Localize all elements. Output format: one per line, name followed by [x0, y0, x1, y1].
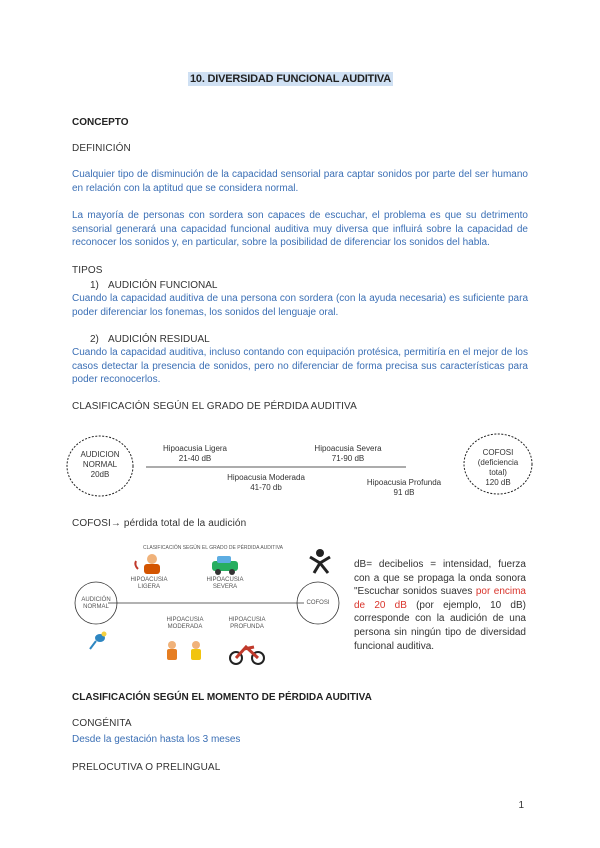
ligera-label: Hipoacusia Ligera 21-40 dB [162, 444, 228, 463]
clasif-momento-label: CLASIFICACIÓN SEGÚN EL MOMENTO DE PÉRDIDA AUDITIVA [72, 692, 372, 703]
tipo1-label: AUDICIÓN FUNCIONAL [108, 280, 218, 291]
normal-label: AUDICION NORMAL 20dB [80, 450, 120, 479]
bird-icon [90, 632, 107, 650]
img-cofosi-label: COFOSI [306, 600, 330, 606]
prelocutiva-label: PRELOCUTIVA O PRELINGUAL [72, 762, 221, 773]
cofosi-line: COFOSI→ pérdida total de la audición [72, 518, 247, 529]
page-number: 1 [518, 800, 524, 811]
img-ligera-label: HIPOACUSIA LIGERA [130, 577, 168, 590]
congenita-text: Desde la gestación hasta los 3 meses [72, 734, 241, 745]
tipos-label: TIPOS [72, 265, 103, 276]
profunda-label: Hipoacusia Profunda 91 dB [366, 478, 442, 497]
img-moderada-label: HIPOACUSIA MODERADA [166, 617, 204, 630]
definicion-paragraph-1: Cualquier tipo de disminución de la capacidad sensorial para captar sonidos por parte del ser humano en relación con la aptitud que se considera normal. [72, 169, 528, 194]
tipo2-label: AUDICIÓN RESIDUAL [108, 334, 210, 345]
tipo1-number: 1) [90, 280, 99, 291]
congenita-label: CONGÉNITA [72, 718, 132, 729]
img-profunda-label: HIPOACUSIA PROFUNDA [228, 617, 266, 630]
page-title: 10. DIVERSIDAD FUNCIONAL AUDITIVA [190, 73, 391, 85]
img-normal-label: AUDICIÓN NORMAL [81, 597, 111, 610]
section-concepto: CONCEPTO [72, 117, 129, 128]
cofosi-label: COFOSI (deficiencia total) 120 dB [477, 448, 519, 487]
motorcycle-icon [230, 647, 264, 664]
db-explanation: dB= decibelios = intensidad, fuerza con a que se propaga la onda sonora "Escuchar sonidos suaves por encima de 20 dB (por ejemplo, 10 dB) corresponde con la audición de una persona sin ningún tipo de diversidad funcional auditiva. [354, 559, 526, 652]
definicion-paragraph-2: La mayoría de personas con sordera son capaces de escuchar, el problema es que su detrimento sensorial generará una capacidad funcional auditiva muy diversa que influirá sobre la capacidad de reconocer los sonidos y, en particular, sobre la posibilidad de diferenciar los sonidos del habla. [72, 210, 528, 249]
severa-label: Hipoacusia Severa 71-90 dB [314, 444, 382, 463]
jumping-figure-icon [310, 549, 330, 573]
people-talking-icon [167, 641, 201, 660]
illustration-header: CLASIFICACIÓN SEGÚN EL GRADO DE PÉRDIDA AUDITIVA [142, 545, 284, 551]
grado-illustration [72, 543, 346, 671]
img-severa-label: HIPOACUSIA SEVERA [206, 577, 244, 590]
clasif-grado-label: CLASIFICACIÓN SEGÚN EL GRADO DE PÉRDIDA AUDITIVA [72, 401, 357, 412]
tipo2-text: Cuando la capacidad auditiva, incluso contando con equipación protésica, permitiría en el mejor de los casos detectar la presencia de sonidos, pero no diferenciar de forma precisa sus características para poder reconocerlos. [72, 347, 528, 386]
definicion-label: DEFINICIÓN [72, 143, 131, 154]
ligera-figure-icon [135, 554, 160, 574]
car-icon [212, 556, 238, 575]
moderada-label: Hipoacusia Moderada 41-70 db [227, 473, 305, 492]
tipo1-text: Cuando la capacidad auditiva de una persona con sordera (con la ayuda necesaria) es suficiente para poder diferenciar los fonemas, los sonidos del lenguaje oral. [72, 293, 528, 318]
tipo2-number: 2) [90, 334, 99, 345]
